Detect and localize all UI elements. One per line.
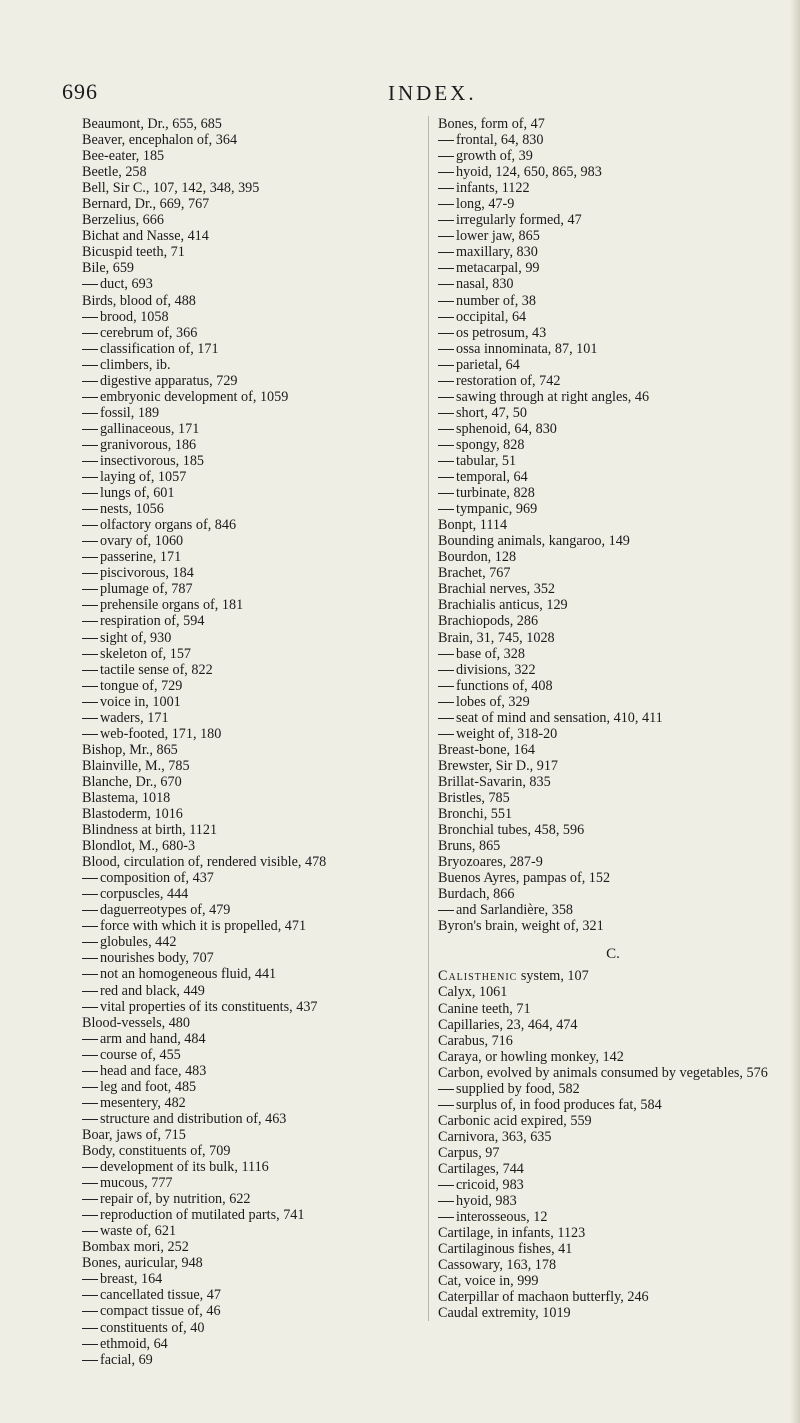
index-entry: Cartilages, 744 xyxy=(438,1161,524,1177)
index-entries-b-continued xyxy=(438,116,788,934)
index-entry: Bristles, 785 xyxy=(438,789,510,806)
index-subentry: seat of mind and sensation, 410, 411 xyxy=(438,710,788,726)
index-subentry: granivorous, 186 xyxy=(82,437,422,453)
page-number: 696 xyxy=(62,79,98,104)
index-subentry: plumage of, 787 xyxy=(82,581,422,597)
index-subentry: corpuscles, 444 xyxy=(82,886,422,902)
index-entry: Brachiopods, 286 xyxy=(438,613,539,630)
index-subentry: vital properties of its constituents, 437 xyxy=(82,999,422,1015)
index-subentry: frontal, 64, 830 xyxy=(438,132,788,148)
index-subentry: ossa innominata, 87, 101 xyxy=(438,341,788,357)
index-subentry: occipital, 64 xyxy=(438,309,788,325)
index-subentry: mesentery, 482 xyxy=(82,1095,422,1111)
index-entry: Carabus, 716 xyxy=(438,1032,513,1049)
index-subentry: sphenoid, 64, 830 xyxy=(438,421,788,437)
index-subentry: nasal, 830 xyxy=(438,276,788,292)
index-entry: Blastoderm, 1016 xyxy=(82,806,183,823)
index-subentry: irregularly formed, 47 xyxy=(438,212,788,228)
index-entry: Brachialis anticus, 129 xyxy=(438,597,568,614)
index-subentry: metacarpal, 99 xyxy=(438,260,788,276)
index-subentry: hyoid, 124, 650, 865, 983 xyxy=(438,164,788,180)
index-entry: Capillaries, 23, 464, 474 xyxy=(438,1016,578,1033)
index-entry: Bee-eater, 185 xyxy=(82,148,165,165)
index-subentry: short, 47, 50 xyxy=(438,405,788,421)
index-entry: Caterpillar of machaon butterfly, 246 xyxy=(438,1289,649,1306)
index-subentry: reproduction of mutilated parts, 741 xyxy=(82,1207,422,1223)
index-subentry: duct, 693 xyxy=(82,276,422,292)
index-entry: Blindness at birth, 1121 xyxy=(82,822,218,839)
page-edge-shadow xyxy=(790,0,800,1423)
index-entry: Bronchi, 551 xyxy=(438,806,513,823)
index-entry xyxy=(438,968,788,984)
index-entry: Blood-vessels, 480 xyxy=(82,1014,190,1031)
index-subentry: leg and foot, 485 xyxy=(82,1079,422,1095)
index-subentry: waders, 171 xyxy=(82,710,422,726)
index-subentry: lungs of, 601 xyxy=(82,485,422,501)
index-entry: Blanche, Dr., 670 xyxy=(82,773,182,790)
index-subentry: tongue of, 729 xyxy=(82,678,422,694)
index-subentry: composition of, 437 xyxy=(82,870,422,886)
index-entry: Brain, 31, 745, 1028 xyxy=(438,629,555,646)
index-entry: Blondlot, M., 680-3 xyxy=(82,838,196,855)
index-subentry: web-footed, 171, 180 xyxy=(82,726,422,742)
index-subentry: nests, 1056 xyxy=(82,501,422,517)
index-entry: Bombax mori, 252 xyxy=(82,1239,189,1256)
index-subentry: insectivorous, 185 xyxy=(82,453,422,469)
index-entry: Cassowary, 163, 178 xyxy=(438,1257,557,1274)
index-entry-rest: system, 107 xyxy=(517,968,589,985)
index-entry: Berzelius, 666 xyxy=(82,212,164,229)
index-subentry: piscivorous, 184 xyxy=(82,565,422,581)
index-subentry: parietal, 64 xyxy=(438,357,788,373)
index-entry: Body, constituents of, 709 xyxy=(82,1143,231,1159)
index-entry: Brillat-Savarin, 835 xyxy=(438,773,551,790)
index-entry: Caudal extremity, 1019 xyxy=(438,1305,571,1322)
index-column-right xyxy=(428,116,788,1321)
index-entry: Carnivora, 363, 635 xyxy=(438,1128,552,1145)
index-entry: Bernard, Dr., 669, 767 xyxy=(82,196,210,213)
running-head: INDEX. xyxy=(388,81,477,105)
index-subentry: maxillary, 830 xyxy=(438,244,788,260)
index-entry: Bones, auricular, 948 xyxy=(82,1255,203,1272)
index-subentry: head and face, 483 xyxy=(82,1063,422,1079)
index-subentry: and Sarlandière, 358 xyxy=(438,902,788,918)
section-letter-c: C. xyxy=(606,946,620,963)
index-entry: Carpus, 97 xyxy=(438,1144,500,1161)
index-subentry: surplus of, in food produces fat, 584 xyxy=(438,1097,788,1113)
index-subentry: supplied by food, 582 xyxy=(438,1081,788,1097)
index-subentry: long, 47-9 xyxy=(438,196,788,212)
index-subentry: cerebrum of, 366 xyxy=(82,325,422,341)
index-subentry: digestive apparatus, 729 xyxy=(82,373,422,389)
index-entry: Brachial nerves, 352 xyxy=(438,581,556,598)
index-subentry: mucous, 777 xyxy=(82,1175,422,1191)
index-subentry: embryonic development of, 1059 xyxy=(82,389,422,405)
index-subentry: tabular, 51 xyxy=(438,453,788,469)
index-entry: Blastema, 1018 xyxy=(82,789,171,806)
index-entry: Bourdon, 128 xyxy=(438,549,517,566)
index-entry: Boar, jaws of, 715 xyxy=(82,1126,186,1143)
index-entry: Cartilage, in infants, 1123 xyxy=(438,1225,586,1242)
index-subentry: passerine, 171 xyxy=(82,549,422,565)
index-entry: Bruns, 865 xyxy=(438,838,501,855)
index-entry: Bichat and Nasse, 414 xyxy=(82,228,209,245)
index-subentry: compact tissue of, 46 xyxy=(82,1303,422,1319)
index-entries-c xyxy=(438,984,788,1321)
index-subentry: respiration of, 594 xyxy=(82,613,422,629)
index-subentry: gallinaceous, 171 xyxy=(82,421,422,437)
index-subentry: daguerreotypes of, 479 xyxy=(82,902,422,918)
index-subentry: classification of, 171 xyxy=(82,341,422,357)
index-subentry: ovary of, 1060 xyxy=(82,533,422,549)
index-entry: Buenos Ayres, pampas of, 152 xyxy=(438,870,611,887)
index-entry: Birds, blood of, 488 xyxy=(82,292,196,309)
index-subentry: restoration of, 742 xyxy=(438,373,788,389)
index-entry: Bonpt, 1114 xyxy=(438,517,508,534)
index-entry: Bryozoares, 287-9 xyxy=(438,854,543,871)
index-subentry: spongy, 828 xyxy=(438,437,788,453)
index-subentry: breast, 164 xyxy=(82,1271,422,1287)
index-entry: Bicuspid teeth, 71 xyxy=(82,244,185,261)
index-entry: Bones, form of, 47 xyxy=(438,116,545,132)
index-subentry: lower jaw, 865 xyxy=(438,228,788,244)
index-subentry: base of, 328 xyxy=(438,646,788,662)
index-entry: Canine teeth, 71 xyxy=(438,1000,531,1017)
index-subentry: force with which it is propelled, 471 xyxy=(82,918,422,934)
index-entry: Byron's brain, weight of, 321 xyxy=(438,918,604,935)
index-entry: Caraya, or howling monkey, 142 xyxy=(438,1048,624,1065)
index-subentry: not an homogeneous fluid, 441 xyxy=(82,966,422,982)
index-entry: Carbon, evolved by animals consumed by vegetables, 576 xyxy=(438,1064,768,1081)
index-subentry: olfactory organs of, 846 xyxy=(82,517,422,533)
index-subentry: number of, 38 xyxy=(438,293,788,309)
index-subentry: sawing through at right angles, 46 xyxy=(438,389,788,405)
index-subentry: waste of, 621 xyxy=(82,1223,422,1239)
index-entry: Bile, 659 xyxy=(82,260,135,277)
index-subentry: divisions, 322 xyxy=(438,662,788,678)
index-entry: Bell, Sir C., 107, 142, 348, 395 xyxy=(82,180,260,197)
index-entry: Blainville, M., 785 xyxy=(82,757,190,774)
index-column-left xyxy=(82,116,422,1368)
index-subentry: hyoid, 983 xyxy=(438,1193,788,1209)
index-subentry: prehensile organs of, 181 xyxy=(82,597,422,613)
index-subentry: course of, 455 xyxy=(82,1047,422,1063)
index-subentry: cricoid, 983 xyxy=(438,1177,788,1193)
index-subentry: arm and hand, 484 xyxy=(82,1031,422,1047)
index-entry: Cat, voice in, 999 xyxy=(438,1273,539,1290)
index-entry: Beetle, 258 xyxy=(82,164,147,181)
index-entry-head: Calisthenic xyxy=(438,968,518,985)
index-subentry: facial, 69 xyxy=(82,1352,422,1368)
index-subentry: red and black, 449 xyxy=(82,983,422,999)
index-subentry: globules, 442 xyxy=(82,934,422,950)
index-subentry: cancellated tissue, 47 xyxy=(82,1287,422,1303)
index-subentry: lobes of, 329 xyxy=(438,694,788,710)
index-subentry: infants, 1122 xyxy=(438,180,788,196)
index-entry: Brewster, Sir D., 917 xyxy=(438,757,559,774)
index-subentry: repair of, by nutrition, 622 xyxy=(82,1191,422,1207)
index-subentry: functions of, 408 xyxy=(438,678,788,694)
index-entry: Cartilaginous fishes, 41 xyxy=(438,1241,573,1258)
index-entry: Bronchial tubes, 458, 596 xyxy=(438,822,585,839)
index-entry: Beaumont, Dr., 655, 685 xyxy=(82,116,222,132)
index-entry: Carbonic acid expired, 559 xyxy=(438,1112,592,1129)
index-subentry: skeleton of, 157 xyxy=(82,646,422,662)
index-subentry: interosseous, 12 xyxy=(438,1209,788,1225)
index-entry: Bounding animals, kangaroo, 149 xyxy=(438,533,630,550)
index-subentry: development of its bulk, 1116 xyxy=(82,1159,422,1175)
index-subentry: brood, 1058 xyxy=(82,309,422,325)
index-subentry: os petrosum, 43 xyxy=(438,325,788,341)
index-subentry: ethmoid, 64 xyxy=(82,1336,422,1352)
index-subentry: fossil, 189 xyxy=(82,405,422,421)
index-entry: Brachet, 767 xyxy=(438,565,511,582)
index-entry: Beaver, encephalon of, 364 xyxy=(82,132,238,149)
index-entry: Breast-bone, 164 xyxy=(438,741,535,758)
index-entry: Bishop, Mr., 865 xyxy=(82,741,178,758)
index-subentry: temporal, 64 xyxy=(438,469,788,485)
index-subentry: weight of, 318-20 xyxy=(438,726,788,742)
index-subentry: growth of, 39 xyxy=(438,148,788,164)
index-entry: Burdach, 866 xyxy=(438,886,515,903)
index-subentry: tactile sense of, 822 xyxy=(82,662,422,678)
index-subentry: turbinate, 828 xyxy=(438,485,788,501)
index-subentry: climbers, ib. xyxy=(82,357,422,373)
index-entry: Blood, circulation of, rendered visible, 478 xyxy=(82,854,327,871)
index-subentry: laying of, 1057 xyxy=(82,469,422,485)
index-subentry: tympanic, 969 xyxy=(438,501,788,517)
index-subentry: nourishes body, 707 xyxy=(82,950,422,966)
index-subentry: constituents of, 40 xyxy=(82,1320,422,1336)
index-entry: Calyx, 1061 xyxy=(438,984,508,1001)
index-subentry: voice in, 1001 xyxy=(82,694,422,710)
index-subentry: sight of, 930 xyxy=(82,630,422,646)
index-subentry: structure and distribution of, 463 xyxy=(82,1111,422,1127)
